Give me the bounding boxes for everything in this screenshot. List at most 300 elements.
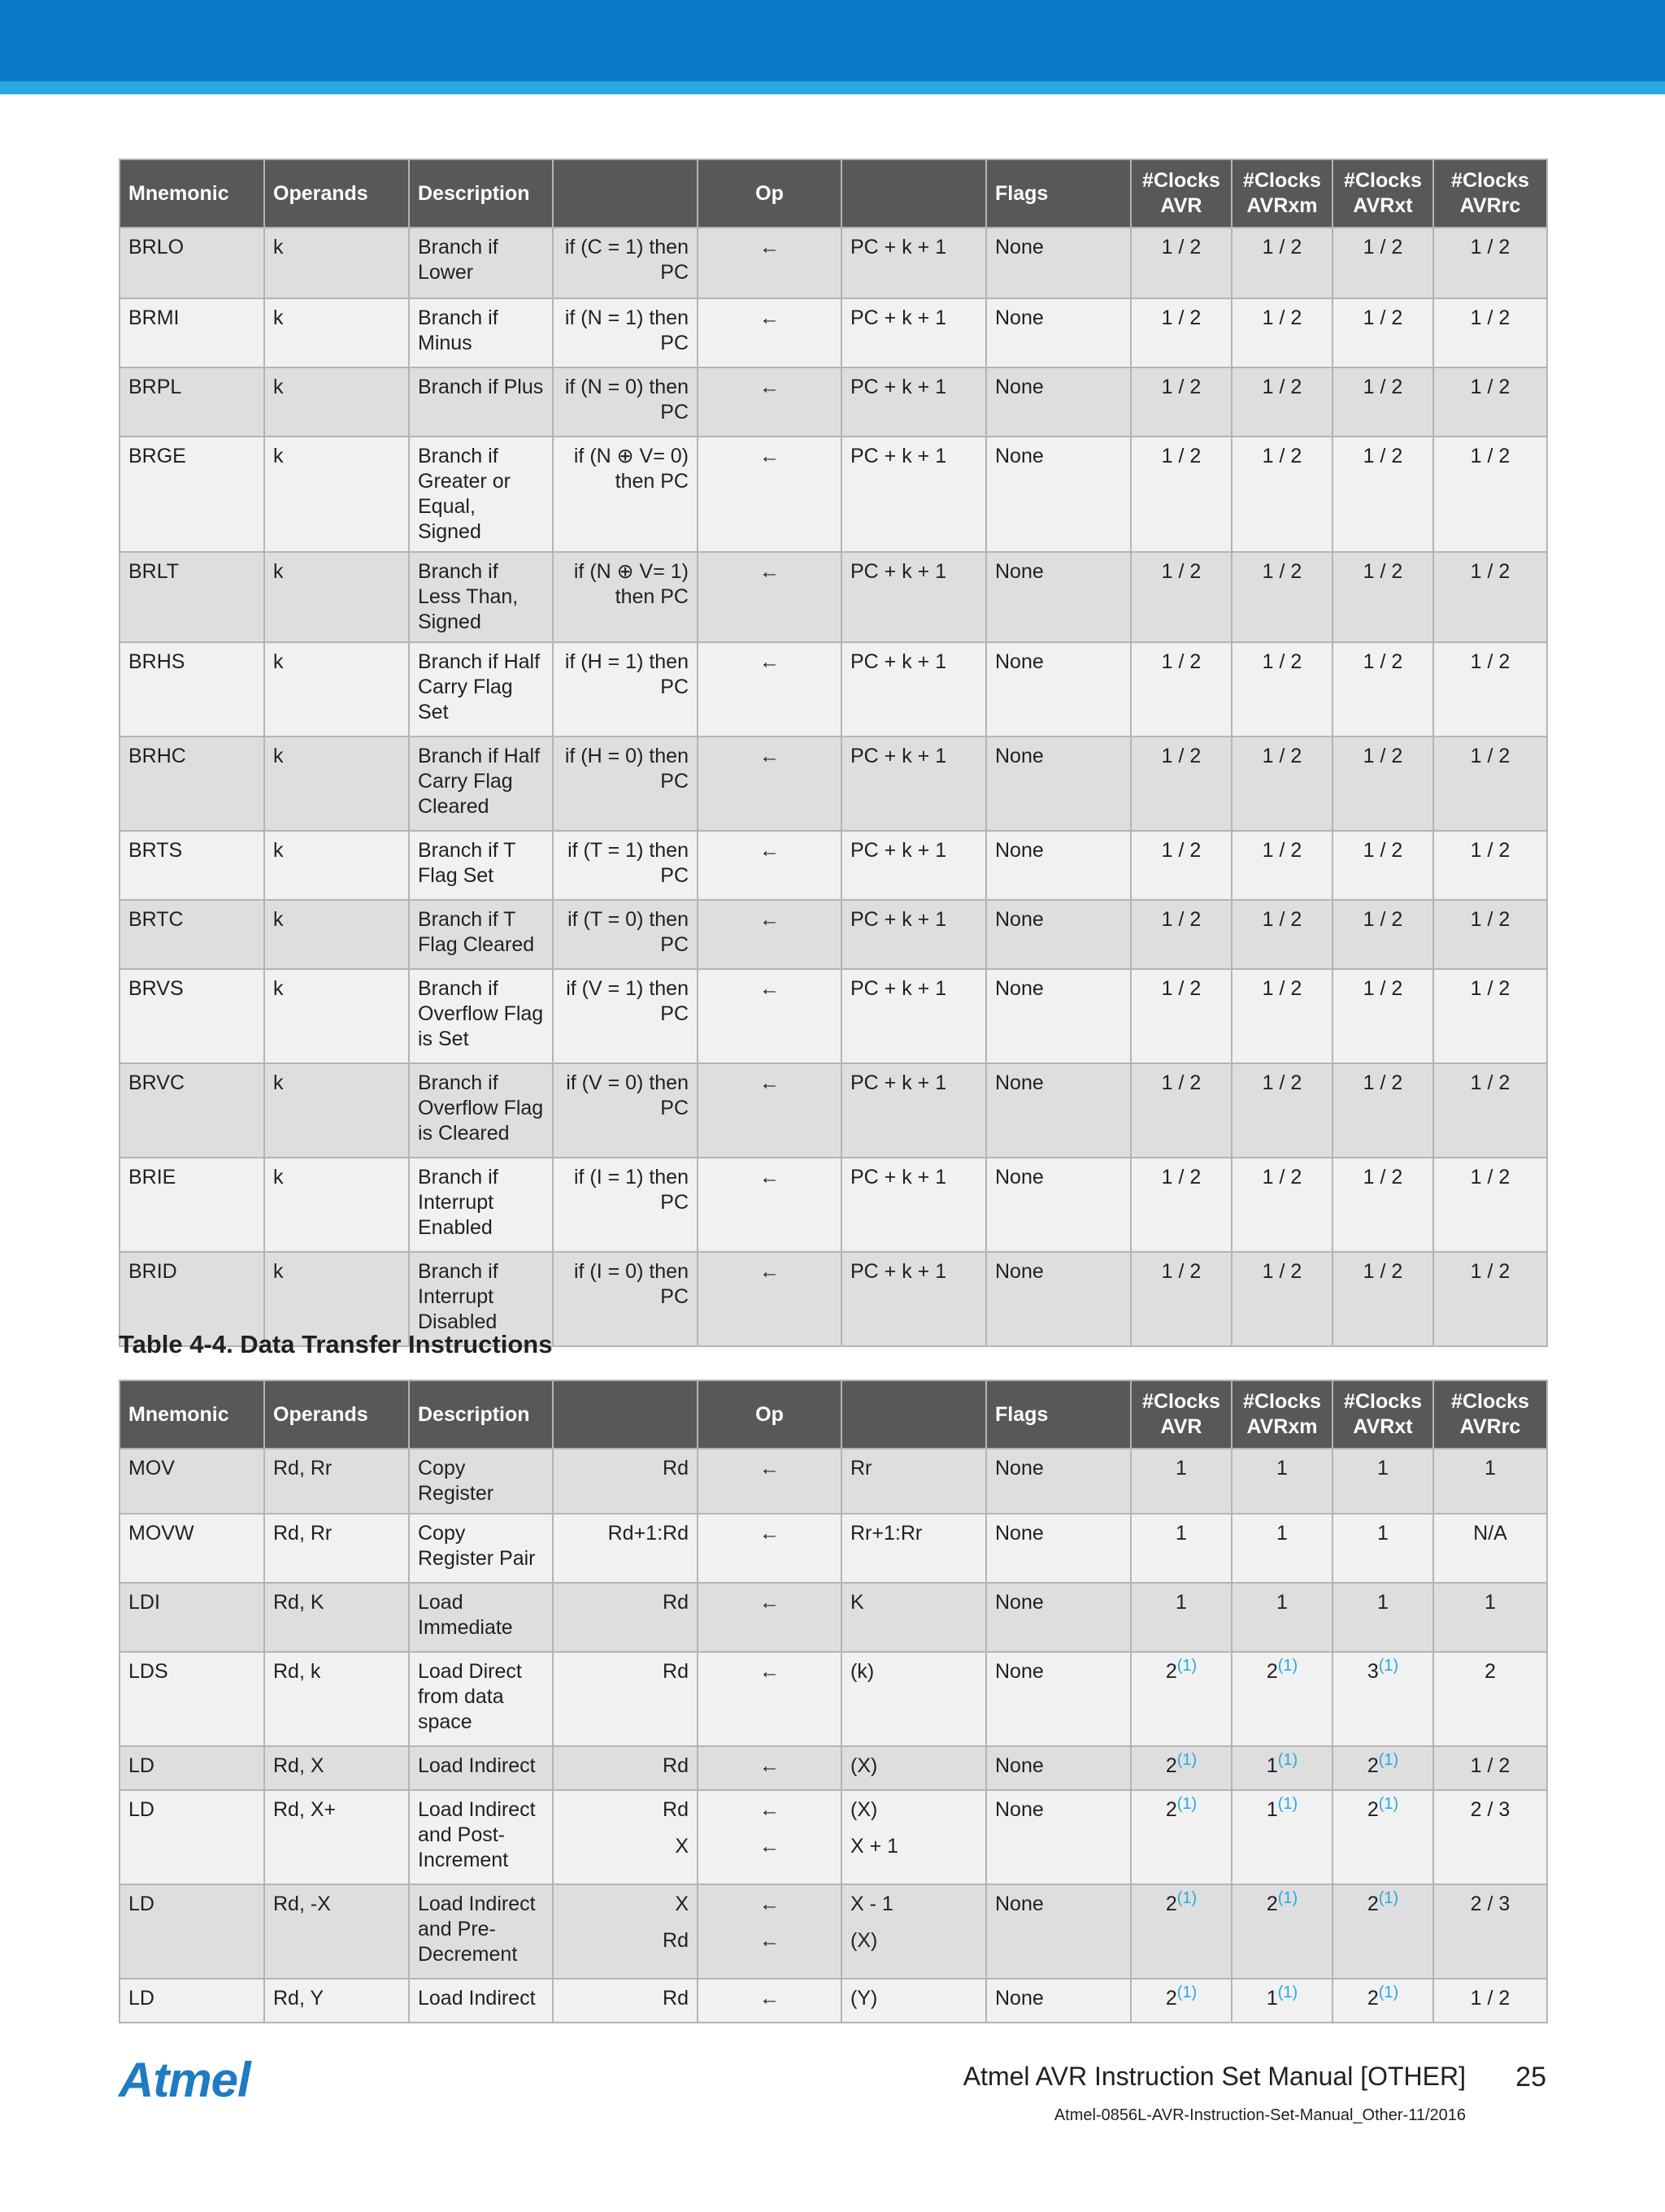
clocks-value: 1 xyxy=(1176,1591,1187,1614)
clocks-value: 1 / 2 xyxy=(1470,306,1511,329)
clocks-value: 2 xyxy=(1367,1754,1379,1777)
op-left-cell: if (T = 1) then PC xyxy=(553,831,698,900)
clocks-value: 1 / 2 xyxy=(1161,376,1202,398)
header-op-left xyxy=(553,159,698,228)
clocks-value: 1 / 2 xyxy=(1470,560,1511,583)
clocks-value: 1 xyxy=(1176,1522,1187,1545)
table-row xyxy=(120,1514,1547,1583)
arrow-left-icon: ← xyxy=(759,745,780,767)
arrow-left-icon: ← xyxy=(759,839,780,862)
clocks-value: 1 / 2 xyxy=(1262,236,1302,259)
op-arrow-cell xyxy=(698,552,841,642)
clocks-avrxt-cell xyxy=(1332,737,1433,831)
clocks-value: 1 / 2 xyxy=(1470,745,1511,767)
op-arrow-cell xyxy=(698,642,841,737)
description-cell: Load Direct from data space xyxy=(409,1652,553,1746)
clocks-avrrc-cell xyxy=(1433,1884,1547,1979)
header-clocks-label: #Clocks xyxy=(1451,169,1529,192)
clocks-value: 1 / 2 xyxy=(1470,650,1511,673)
clocks-avrxt-cell xyxy=(1332,1449,1433,1514)
op-left-cell: if (C = 1) then PC xyxy=(553,228,698,298)
clocks-avrxt-cell xyxy=(1332,1063,1433,1158)
description-cell: Branch if Overflow Flag is Cleared xyxy=(409,1063,553,1158)
op-right-cell: PC + k + 1 xyxy=(841,1252,986,1346)
op-right-cell xyxy=(841,1884,986,1979)
clocks-value: 1 / 2 xyxy=(1161,1071,1202,1094)
description-cell: Branch if Plus xyxy=(409,367,553,437)
op-left-line-1: Rd xyxy=(663,1798,689,1821)
clocks-value: 1 / 2 xyxy=(1262,1260,1302,1283)
op-right-cell: PC + k + 1 xyxy=(841,1063,986,1158)
op-left-cell xyxy=(553,1790,698,1884)
op-arrow-cell xyxy=(698,1652,841,1746)
clocks-avr-cell xyxy=(1131,1790,1232,1884)
clocks-avrxm-cell xyxy=(1232,1158,1332,1252)
header-operands: Operands xyxy=(264,1380,409,1449)
clocks-avrrc-cell xyxy=(1433,900,1547,969)
op-left-cell: if (H = 1) then PC xyxy=(553,642,698,737)
header-description: Description xyxy=(409,159,553,228)
clocks-avrxm-cell xyxy=(1232,552,1332,642)
operands-cell: k xyxy=(264,1063,409,1158)
arrow-left-icon: ← xyxy=(759,1260,780,1283)
clocks-value: 1 xyxy=(1266,1754,1278,1777)
flags-cell: None xyxy=(986,437,1131,552)
clocks-value: 1 / 2 xyxy=(1262,839,1302,862)
mnemonic-cell: BRGE xyxy=(120,437,264,552)
clocks-avr-cell xyxy=(1131,642,1232,737)
clocks-value: 1 / 2 xyxy=(1363,908,1403,931)
table-row xyxy=(120,1449,1547,1514)
op-arrow-cell xyxy=(698,1252,841,1346)
clocks-value: 1 / 2 xyxy=(1161,745,1202,767)
data-transfer-instructions-table xyxy=(119,1380,1548,2023)
op-right-cell: PC + k + 1 xyxy=(841,1158,986,1252)
flags-cell: None xyxy=(986,642,1131,737)
op-gap xyxy=(562,1917,689,1928)
header-op-left xyxy=(553,1380,698,1449)
clocks-value: 2 xyxy=(1165,1660,1177,1683)
operands-cell: k xyxy=(264,1252,409,1346)
clocks-avrrc-cell xyxy=(1433,1746,1547,1790)
clocks-value: 1 / 2 xyxy=(1363,650,1403,673)
header-clocks-label: #Clocks xyxy=(1142,169,1220,192)
description-cell: Branch if Overflow Flag is Set xyxy=(409,969,553,1063)
op-right-cell: PC + k + 1 xyxy=(841,969,986,1063)
clocks-value: 2 xyxy=(1266,1893,1278,1915)
description-cell: Branch if Greater or Equal, Signed xyxy=(409,437,553,552)
clocks-avrrc-cell xyxy=(1433,642,1547,737)
arrow-left-icon: ← xyxy=(759,1929,780,1952)
operands-cell: Rd, K xyxy=(264,1583,409,1652)
clocks-avrxm-cell xyxy=(1232,1063,1332,1158)
clocks-avr-cell xyxy=(1131,1252,1232,1346)
op-arrow-cell xyxy=(698,1449,841,1514)
arrow-left-icon: ← xyxy=(759,376,780,398)
op-right-line-2: X + 1 xyxy=(850,1835,899,1858)
table-row xyxy=(120,367,1547,437)
table-header-row xyxy=(120,159,1547,228)
header-clocks-avrxm xyxy=(1232,1380,1332,1449)
arrow-left-icon: ← xyxy=(759,1591,780,1614)
op-left-cell: if (N = 0) then PC xyxy=(553,367,698,437)
footnote-link: (1) xyxy=(1176,1795,1198,1813)
op-gap xyxy=(850,1823,977,1834)
clocks-value: 1 / 2 xyxy=(1470,1166,1511,1189)
description-cell: Load Indirect and Pre-Decrement xyxy=(409,1884,553,1979)
clocks-avr-cell xyxy=(1131,831,1232,900)
clocks-value: 1 / 2 xyxy=(1470,839,1511,862)
op-arrow-cell xyxy=(698,1746,841,1790)
footnote-link: (1) xyxy=(1176,1657,1198,1675)
clocks-value: 1 xyxy=(1176,1457,1187,1480)
footnote-link: (1) xyxy=(1176,1889,1198,1907)
clocks-avrrc-cell xyxy=(1433,228,1547,298)
op-left-cell: if (N ⊕ V= 1) then PC xyxy=(553,552,698,642)
op-arrow-cell xyxy=(698,1790,841,1884)
clocks-avrxm-cell xyxy=(1232,367,1332,437)
clocks-value: 1 / 2 xyxy=(1363,1166,1403,1189)
header-clocks-avrxt xyxy=(1332,159,1433,228)
arrow-left-icon: ← xyxy=(759,977,780,1000)
clocks-avr-cell xyxy=(1131,737,1232,831)
clocks-avrrc-cell xyxy=(1433,298,1547,367)
clocks-avrrc-cell xyxy=(1433,437,1547,552)
flags-cell: None xyxy=(986,367,1131,437)
clocks-value: 1 xyxy=(1276,1522,1288,1545)
op-arrow-cell xyxy=(698,1158,841,1252)
mnemonic-cell: BRIE xyxy=(120,1158,264,1252)
clocks-value: 1 / 2 xyxy=(1262,908,1302,931)
clocks-avrrc-cell xyxy=(1433,969,1547,1063)
table-row xyxy=(120,737,1547,831)
footnote-link: (1) xyxy=(1378,1795,1399,1813)
op-right-cell: PC + k + 1 xyxy=(841,367,986,437)
header-clocks-label: #Clocks xyxy=(1344,1390,1422,1413)
arrow-left-icon: ← xyxy=(759,236,780,259)
footnote-link: (1) xyxy=(1277,1795,1298,1813)
op-arrow-cell xyxy=(698,1583,841,1652)
clocks-value: 2 xyxy=(1165,1893,1177,1915)
operands-cell: Rd, Rr xyxy=(264,1449,409,1514)
clocks-avrxt-cell xyxy=(1332,1979,1433,2023)
clocks-avrrc-cell xyxy=(1433,367,1547,437)
op-arrow-cell xyxy=(698,298,841,367)
header-core-label: AVR xyxy=(1160,194,1202,217)
operands-cell: k xyxy=(264,900,409,969)
clocks-avrrc-cell xyxy=(1433,1158,1547,1252)
op-arrow-cell xyxy=(698,831,841,900)
header-flags: Flags xyxy=(986,1380,1131,1449)
op-right-line-1: (X) xyxy=(850,1798,878,1821)
op-arrow-cell xyxy=(698,367,841,437)
operands-cell: k xyxy=(264,831,409,900)
clocks-avrxm-cell xyxy=(1232,737,1332,831)
table-row xyxy=(120,1652,1547,1746)
footnote-link: (1) xyxy=(1378,1751,1399,1769)
clocks-value: 1 xyxy=(1266,1798,1278,1821)
mnemonic-cell: BRID xyxy=(120,1252,264,1346)
operands-cell: k xyxy=(264,737,409,831)
footnote-link: (1) xyxy=(1277,1657,1298,1675)
description-cell: Copy Register xyxy=(409,1449,553,1514)
header-band xyxy=(0,0,1665,81)
clocks-avrrc-cell xyxy=(1433,552,1547,642)
arrow-left-icon: ← xyxy=(759,1987,780,2010)
mnemonic-cell: BRTC xyxy=(120,900,264,969)
operands-cell: k xyxy=(264,228,409,298)
clocks-value: 1 / 2 xyxy=(1161,977,1202,1000)
op-left-cell: if (I = 0) then PC xyxy=(553,1252,698,1346)
mnemonic-cell: LD xyxy=(120,1790,264,1884)
description-cell: Branch if Half Carry Flag Set xyxy=(409,642,553,737)
clocks-value: 1 xyxy=(1276,1591,1288,1614)
clocks-avrxm-cell xyxy=(1232,1884,1332,1979)
op-right-cell: K xyxy=(841,1583,986,1652)
clocks-avrrc-cell xyxy=(1433,1979,1547,2023)
operands-cell: k xyxy=(264,367,409,437)
clocks-avrxt-cell xyxy=(1332,1158,1433,1252)
clocks-avrxt-cell xyxy=(1332,900,1433,969)
clocks-value: 1 / 2 xyxy=(1363,376,1403,398)
flags-cell: None xyxy=(986,1158,1131,1252)
header-operands: Operands xyxy=(264,159,409,228)
clocks-value: 2 / 3 xyxy=(1470,1893,1511,1915)
flags-cell: None xyxy=(986,831,1131,900)
clocks-avrxt-cell xyxy=(1332,969,1433,1063)
branch-instructions-table xyxy=(119,159,1548,1347)
header-core-label: AVRrc xyxy=(1459,1415,1521,1438)
header-mnemonic: Mnemonic xyxy=(120,1380,264,1449)
op-right-cell xyxy=(841,1790,986,1884)
table-row xyxy=(120,642,1547,737)
op-left-cell: Rd xyxy=(553,1583,698,1652)
mnemonic-cell: BRHS xyxy=(120,642,264,737)
arrow-left-icon: ← xyxy=(759,1457,780,1480)
header-clocks-avrrc xyxy=(1433,1380,1547,1449)
arrow-left-icon: ← xyxy=(759,1071,780,1094)
header-clocks-avrxt xyxy=(1332,1380,1433,1449)
operands-cell: k xyxy=(264,298,409,367)
footnote-link: (1) xyxy=(1277,1984,1298,2001)
clocks-value: 1 / 2 xyxy=(1161,1260,1202,1283)
op-right-cell: PC + k + 1 xyxy=(841,437,986,552)
table-row xyxy=(120,437,1547,552)
clocks-avr-cell xyxy=(1131,1652,1232,1746)
clocks-avr-cell xyxy=(1131,552,1232,642)
header-clocks-avrrc xyxy=(1433,159,1547,228)
arrow-left-icon: ← xyxy=(759,1522,780,1545)
header-op-right xyxy=(841,159,986,228)
page-number: 25 xyxy=(1515,2062,1546,2092)
clocks-value: 1 xyxy=(1485,1591,1496,1614)
flags-cell: None xyxy=(986,1884,1131,1979)
op-right-cell: PC + k + 1 xyxy=(841,552,986,642)
clocks-avr-cell xyxy=(1131,437,1232,552)
clocks-value: 1 / 2 xyxy=(1161,650,1202,673)
arrow-left-icon: ← xyxy=(759,306,780,329)
clocks-avrxm-cell xyxy=(1232,1746,1332,1790)
mnemonic-cell: LDS xyxy=(120,1652,264,1746)
table-row xyxy=(120,1583,1547,1652)
table-caption: Table 4-4. Data Transfer Instructions xyxy=(119,1330,553,1358)
flags-cell: None xyxy=(986,1449,1131,1514)
mnemonic-cell: BRMI xyxy=(120,298,264,367)
clocks-value: 1 / 2 xyxy=(1161,1166,1202,1189)
mnemonic-cell: BRVS xyxy=(120,969,264,1063)
op-left-cell: if (H = 0) then PC xyxy=(553,737,698,831)
flags-cell: None xyxy=(986,1514,1131,1583)
flags-cell: None xyxy=(986,228,1131,298)
clocks-value: 1 / 2 xyxy=(1363,1071,1403,1094)
operands-cell: k xyxy=(264,437,409,552)
footer-doc-id: Atmel-0856L-AVR-Instruction-Set-Manual_Other-11/2016 xyxy=(1054,2106,1466,2124)
op-left-cell: if (N ⊕ V= 0) then PC xyxy=(553,437,698,552)
op-right-line-1: X - 1 xyxy=(850,1893,893,1915)
clocks-value: 1 / 2 xyxy=(1470,1071,1511,1094)
clocks-avr-cell xyxy=(1131,1514,1232,1583)
clocks-avr-cell xyxy=(1131,228,1232,298)
description-cell: Branch if Half Carry Flag Cleared xyxy=(409,737,553,831)
description-cell: Load Immediate xyxy=(409,1583,553,1652)
clocks-avrxt-cell xyxy=(1332,1583,1433,1652)
operands-cell: Rd, Y xyxy=(264,1979,409,2023)
description-cell: Branch if Interrupt Enabled xyxy=(409,1158,553,1252)
clocks-value: 2 xyxy=(1165,1987,1177,2010)
arrow-left-icon: ← xyxy=(759,1835,780,1858)
clocks-value: 1 / 2 xyxy=(1262,1071,1302,1094)
footnote-link: (1) xyxy=(1378,1984,1399,2001)
op-right-cell: (Y) xyxy=(841,1979,986,2023)
header-core-label: AVRxm xyxy=(1246,1415,1318,1438)
clocks-avrrc-cell xyxy=(1433,1252,1547,1346)
clocks-avrxt-cell xyxy=(1332,298,1433,367)
clocks-value: 1 / 2 xyxy=(1363,445,1403,467)
description-cell: Copy Register Pair xyxy=(409,1514,553,1583)
header-clocks-label: #Clocks xyxy=(1451,1390,1529,1413)
flags-cell: None xyxy=(986,552,1131,642)
op-right-cell: PC + k + 1 xyxy=(841,642,986,737)
clocks-avrxm-cell xyxy=(1232,642,1332,737)
clocks-value: 1 xyxy=(1276,1457,1288,1480)
table-row xyxy=(120,1158,1547,1252)
clocks-avrrc-cell xyxy=(1433,1449,1547,1514)
atmel-logo: Atmel xyxy=(119,2053,250,2107)
header-core-label: AVRrc xyxy=(1459,194,1521,217)
op-left-cell: if (T = 0) then PC xyxy=(553,900,698,969)
header-clocks-avr xyxy=(1131,1380,1232,1449)
op-left-cell: Rd xyxy=(553,1449,698,1514)
table-row xyxy=(120,552,1547,642)
clocks-avrxt-cell xyxy=(1332,1790,1433,1884)
arrow-left-icon: ← xyxy=(759,650,780,673)
table-row xyxy=(120,1746,1547,1790)
clocks-value: 1 / 2 xyxy=(1470,445,1511,467)
clocks-value: 1 / 2 xyxy=(1262,306,1302,329)
clocks-value: 1 / 2 xyxy=(1161,839,1202,862)
clocks-value: 1 xyxy=(1377,1457,1389,1480)
flags-cell: None xyxy=(986,900,1131,969)
clocks-value: 2 xyxy=(1367,1987,1379,2010)
header-clocks-avrxm xyxy=(1232,159,1332,228)
flags-cell: None xyxy=(986,1583,1131,1652)
arrow-left-icon: ← xyxy=(759,560,780,583)
table-header-row xyxy=(120,1380,1547,1449)
clocks-value: 1 / 2 xyxy=(1161,445,1202,467)
description-cell: Load Indirect xyxy=(409,1979,553,2023)
flags-cell: None xyxy=(986,1790,1131,1884)
clocks-avrxt-cell xyxy=(1332,367,1433,437)
header-description: Description xyxy=(409,1380,553,1449)
header-clocks-avr xyxy=(1131,159,1232,228)
header-clocks-label: #Clocks xyxy=(1344,169,1422,192)
header-op: Op xyxy=(698,1380,841,1449)
clocks-value: 1 / 2 xyxy=(1161,908,1202,931)
footnote-link: (1) xyxy=(1176,1984,1198,2001)
op-arrow-cell xyxy=(698,1884,841,1979)
op-right-cell: PC + k + 1 xyxy=(841,737,986,831)
clocks-avr-cell xyxy=(1131,1746,1232,1790)
table-row xyxy=(120,831,1547,900)
footnote-link: (1) xyxy=(1277,1889,1298,1907)
arrow-left-icon: ← xyxy=(759,1754,780,1777)
clocks-value: 1 / 2 xyxy=(1262,376,1302,398)
op-arrow-cell xyxy=(698,1063,841,1158)
header-core-label: AVR xyxy=(1160,1415,1202,1438)
description-cell: Branch if Minus xyxy=(409,298,553,367)
arrow-left-icon: ← xyxy=(759,1893,780,1915)
op-arrow-cell xyxy=(698,737,841,831)
arrow-left-icon: ← xyxy=(759,1660,780,1683)
clocks-value: 2 xyxy=(1266,1660,1278,1683)
op-left-cell: Rd xyxy=(553,1652,698,1746)
clocks-value: 1 / 2 xyxy=(1363,306,1403,329)
header-core-label: AVRxt xyxy=(1353,194,1413,217)
clocks-value: 1 / 2 xyxy=(1470,908,1511,931)
op-right-line-2: (X) xyxy=(850,1929,878,1952)
op-arrow-cell xyxy=(698,228,841,298)
op-left-cell: if (I = 1) then PC xyxy=(553,1158,698,1252)
arrow-left-icon: ← xyxy=(759,1166,780,1189)
mnemonic-cell: LD xyxy=(120,1884,264,1979)
op-left-cell: if (N = 1) then PC xyxy=(553,298,698,367)
operands-cell: k xyxy=(264,642,409,737)
arrow-left-icon: ← xyxy=(759,445,780,467)
clocks-value: 1 / 2 xyxy=(1470,376,1511,398)
clocks-value: 1 / 2 xyxy=(1262,1166,1302,1189)
mnemonic-cell: BRLO xyxy=(120,228,264,298)
clocks-avr-cell xyxy=(1131,900,1232,969)
mnemonic-cell: MOV xyxy=(120,1449,264,1514)
operands-cell: Rd, -X xyxy=(264,1884,409,1979)
clocks-avrxm-cell xyxy=(1232,1449,1332,1514)
flags-cell: None xyxy=(986,1746,1131,1790)
clocks-avrxm-cell xyxy=(1232,1514,1332,1583)
op-arrow-cell xyxy=(698,437,841,552)
op-right-cell: (X) xyxy=(841,1746,986,1790)
table-row xyxy=(120,1884,1547,1979)
clocks-avrxt-cell xyxy=(1332,228,1433,298)
clocks-value: 1 / 2 xyxy=(1161,306,1202,329)
flags-cell: None xyxy=(986,737,1131,831)
mnemonic-cell: LD xyxy=(120,1746,264,1790)
op-right-cell: Rr xyxy=(841,1449,986,1514)
operands-cell: k xyxy=(264,1158,409,1252)
table-row xyxy=(120,298,1547,367)
header-clocks-label: #Clocks xyxy=(1243,169,1321,192)
op-right-cell: PC + k + 1 xyxy=(841,298,986,367)
op-gap xyxy=(850,1917,977,1928)
